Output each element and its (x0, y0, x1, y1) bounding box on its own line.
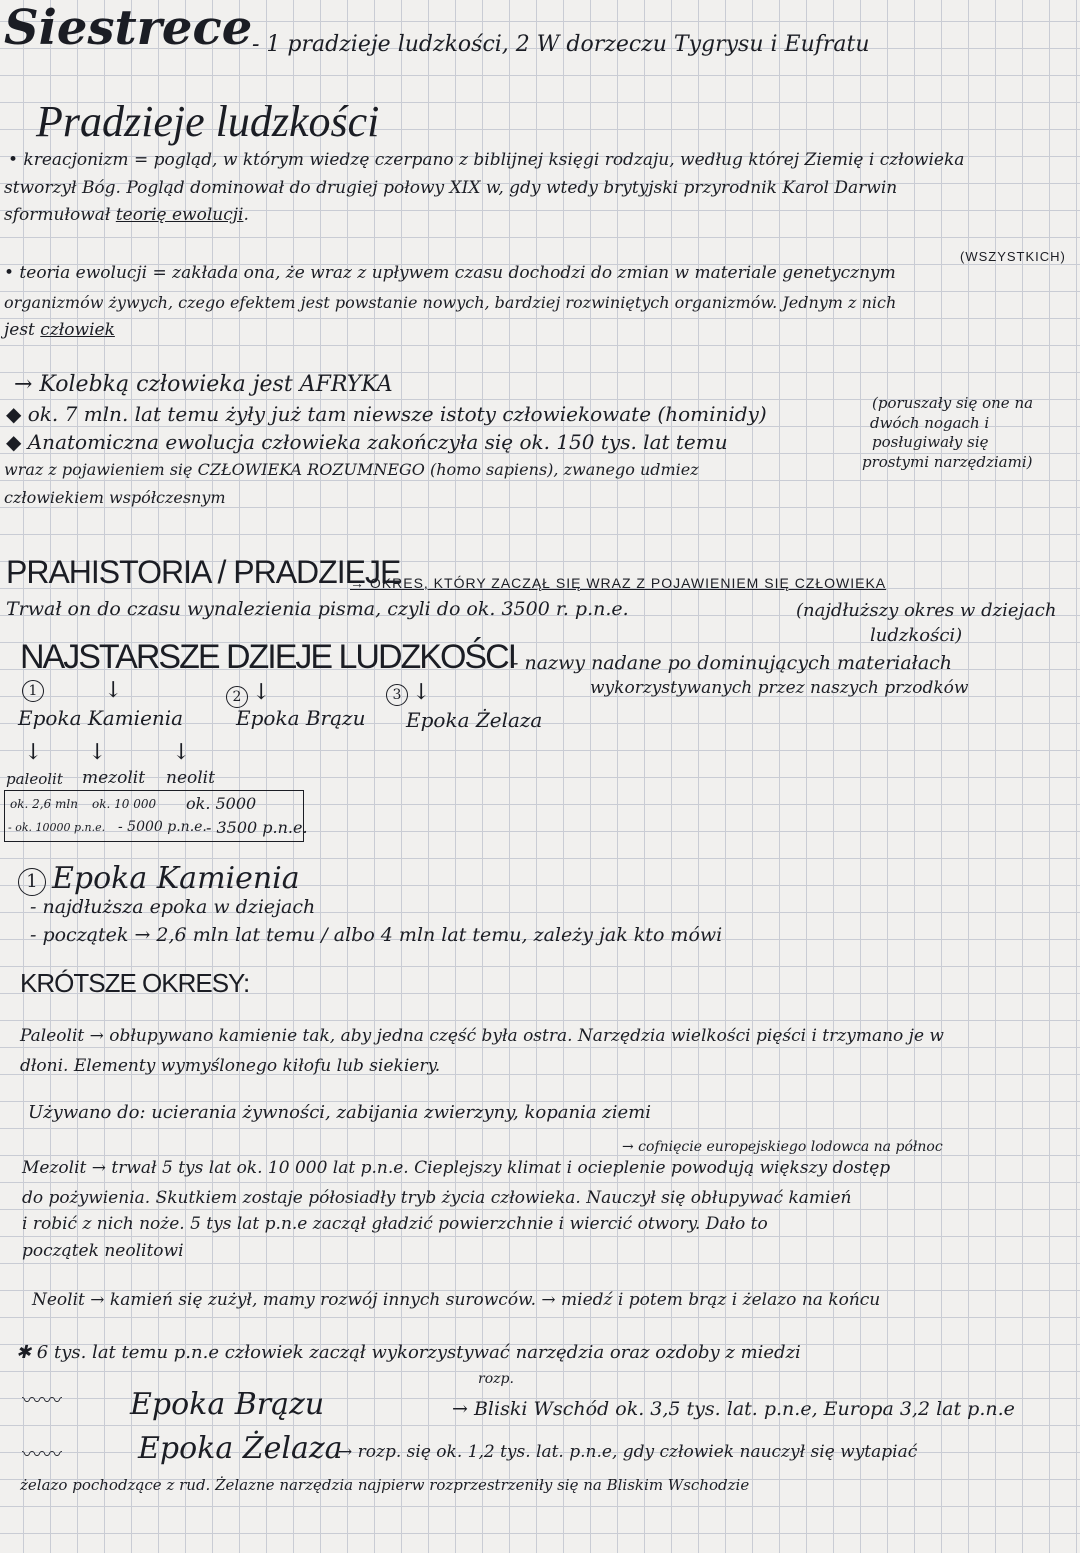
epoka-zelaza-heading: Epoka Żelaza (138, 1431, 343, 1466)
down-arrow-icon: ↓ (412, 680, 431, 705)
krotsze-okresy-heading: KRÓTSZE OKRESY: (20, 968, 250, 998)
paleolit-line-2: dłoni. Elementy wymyślonego kiłofu lub siekiery. (20, 1056, 441, 1076)
kreacjonizm-period: . (243, 205, 249, 225)
mezolit-line-3: i robić z nich noże. 5 tys lat p.n.e zaczął gładzić powierzchnie i wiercić otwory. Dało to (22, 1214, 768, 1234)
section-number-1: 1 (18, 868, 46, 896)
najdluzsza-epoka-line: - najdłuższa epoka w dziejach (30, 896, 316, 918)
wszystkich-note: (WSZYSTKICH) (960, 249, 1066, 264)
wspolczesny-line: człowiekiem współczesnym (4, 488, 226, 507)
notebook-title: Siestrece (4, 0, 253, 56)
najdluzszy-okres-note-1: (najdłuższy okres w dziejach (796, 600, 1057, 621)
ewolucja-line-3 (4, 322, 115, 339)
epoch-number-3: 3 (386, 684, 408, 706)
mezolit-line-4: początek neolitowi (22, 1241, 184, 1261)
down-arrow-icon: ↓ (24, 740, 43, 765)
poczatek-line: - początek → 2,6 mln lat temu / albo 4 mln lat temu, zależy jak kto mówi (30, 924, 723, 946)
down-arrow-icon: ↓ (172, 740, 191, 765)
kreacjonizm-text: sformułował (4, 205, 111, 225)
period-paleolit: paleolit (6, 770, 63, 788)
mezolit-end: - 5000 p.n.e. (118, 819, 207, 835)
epoch-label-kamienia: Epoka Kamienia (18, 706, 184, 730)
epoch-label-zelaza: Epoka Żelaza (406, 708, 543, 732)
epoka-brazu-text: → Bliski Wschód ok. 3,5 tys. lat. p.n.e, Europa 3,2 lat p.n.e (452, 1398, 1015, 1420)
najstarsze-dzieje-heading: NAJSTARSZE DZIEJE LUDZKOŚCI (20, 638, 516, 676)
prahistoria-heading: PRAHISTORIA / PRADZIEJE (6, 554, 401, 590)
wavy-line-icon: 〰〰 (22, 1442, 62, 1466)
hominidy-note-3: posługiwały się (872, 433, 989, 451)
epoka-brazu-heading: Epoka Brązu (130, 1387, 325, 1422)
neolit-end: - 3500 p.n.e. (206, 818, 308, 837)
section-heading-pradzieje: Pradzieje ludzkości (36, 97, 380, 146)
epoka-zelaza-line-2: żelazo pochodzące z rud. Żelazne narzędzia najpierw rozprzestrzeniły się na Bliskim Wschodzie (20, 1476, 750, 1494)
neolit-start: ok. 5000 (186, 794, 257, 813)
uzywano-line: Używano do: ucierania żywności, zabijania zwierzyny, kopania ziemi (28, 1102, 651, 1123)
wavy-line-icon: 〰〰 (22, 1388, 62, 1412)
ewolucja-line-1: • teoria ewolucji = zakłada ona, że wraz z upływem czasu dochodzi do zmian w materiale genetycznym (4, 263, 896, 283)
down-arrow-icon: ↓ (104, 678, 123, 703)
kreacjonizm-line-1: • kreacjonizm = pogląd, w którym wiedzę czerpano z biblijnej księgi rodzaju, według której Ziemię i człowieka (8, 150, 965, 170)
paleolit-line-1: Paleolit → obłupywano kamienie tak, aby jedna część była ostra. Narzędzia wielkości pięści i trzymano je w (20, 1026, 944, 1046)
epoka-zelaza-line-1: → rozp. się ok. 1,2 tys. lat. p.n.e, gdy człowiek nauczył się wytapiać (338, 1442, 918, 1462)
hominidy-note-2: dwóch nogach i (870, 414, 990, 432)
ewolucja-line-2: organizmów żywych, czego efektem jest powstanie nowych, bardziej rozwiniętych organizmów. Jednym z nich (4, 293, 897, 312)
mezolit-line-1: Mezolit → trwał 5 tys lat ok. 10 000 lat p.n.e. Cieplejszy klimat i ocieplenie powodują większy dostęp (22, 1158, 891, 1178)
czlowiek-underlined: człowiek (40, 320, 115, 340)
teoria-ewolucji-underlined: teorię ewolucji (115, 205, 244, 225)
nazwy-note-2: wykorzystywanych przez naszych przodków (590, 678, 969, 698)
down-arrow-icon: ↓ (88, 740, 107, 765)
notebook-subtitle: - 1 pradzieje ludzkości, 2 W dorzeczu Tygrysu i Eufratu (252, 32, 870, 57)
szesc-tys-line: ✱ 6 tys. lat temu p.n.e człowiek zaczął wykorzystywać narzędzia oraz ozdoby z miedzi (16, 1342, 801, 1363)
anatomical-bullet: ◆ Anatomiczna ewolucja człowieka zakończyła się ok. 150 tys. lat temu (6, 430, 728, 454)
prahistoria-definition: → OKRES, KTÓRY ZACZĄŁ SIĘ WRAZ Z POJAWIENIEM SIĘ CZŁOWIEKA (350, 575, 887, 591)
nazwy-note-1: - nazwy nadane po dominujących materiałach (512, 652, 953, 674)
pismo-line: Trwał on do czasu wynalezienia pisma, czyli do ok. 3500 r. p.n.e. (6, 598, 629, 620)
epoka-kamienia-heading: Epoka Kamienia (52, 861, 300, 896)
hominidy-bullet: ◆ ok. 7 mln. lat temu żyły już tam niewsze istoty człowiekowate (hominidy) (6, 402, 767, 426)
period-neolit: neolit (166, 768, 215, 788)
mezolit-line-2: do pożywienia. Skutkiem zostaje półosiadły tryb życia człowieka. Nauczył się obłupywać kamień (22, 1188, 852, 1208)
epoch-label-brazu: Epoka Brązu (236, 706, 366, 730)
kreacjonizm-line-3 (4, 207, 249, 224)
afryka-line: → Kolebką człowieka jest AFRYKA (14, 372, 393, 397)
epoch-number-2: 2 (226, 686, 248, 708)
mezolit-start: ok. 10 000 (92, 797, 157, 811)
epoch-number-1: 1 (22, 680, 44, 702)
period-mezolit: mezolit (82, 768, 146, 788)
hominidy-note-1: (poruszały się one na (872, 394, 1034, 412)
najdluzszy-okres-note-2: ludzkości) (870, 625, 963, 646)
paleolit-end: - ok. 10000 p.n.e. (8, 821, 106, 834)
down-arrow-icon: ↓ (252, 680, 271, 705)
lodowiec-note: → cofnięcie europejskiego lodowca na północ (622, 1139, 943, 1155)
ewolucja-end-prefix: jest (4, 320, 35, 340)
kreacjonizm-line-2: stworzył Bóg. Pogląd dominował do drugiej połowy XIX w, gdy wtedy brytyjski przyrodnik Karol Darwin (4, 178, 898, 198)
hominidy-note-4: prostymi narzędziami) (862, 453, 1033, 471)
homo-sapiens-line: wraz z pojawieniem się CZŁOWIEKA ROZUMNEGO (homo sapiens), zwanego udmiez (4, 460, 699, 479)
neolit-line: Neolit → kamień się zużył, mamy rozwój innych surowców. → miedź i potem brąz i żelazo na końcu (32, 1290, 881, 1310)
rozp-note: rozp. (478, 1371, 514, 1387)
paleolit-start: ok. 2,6 mln (10, 797, 78, 811)
